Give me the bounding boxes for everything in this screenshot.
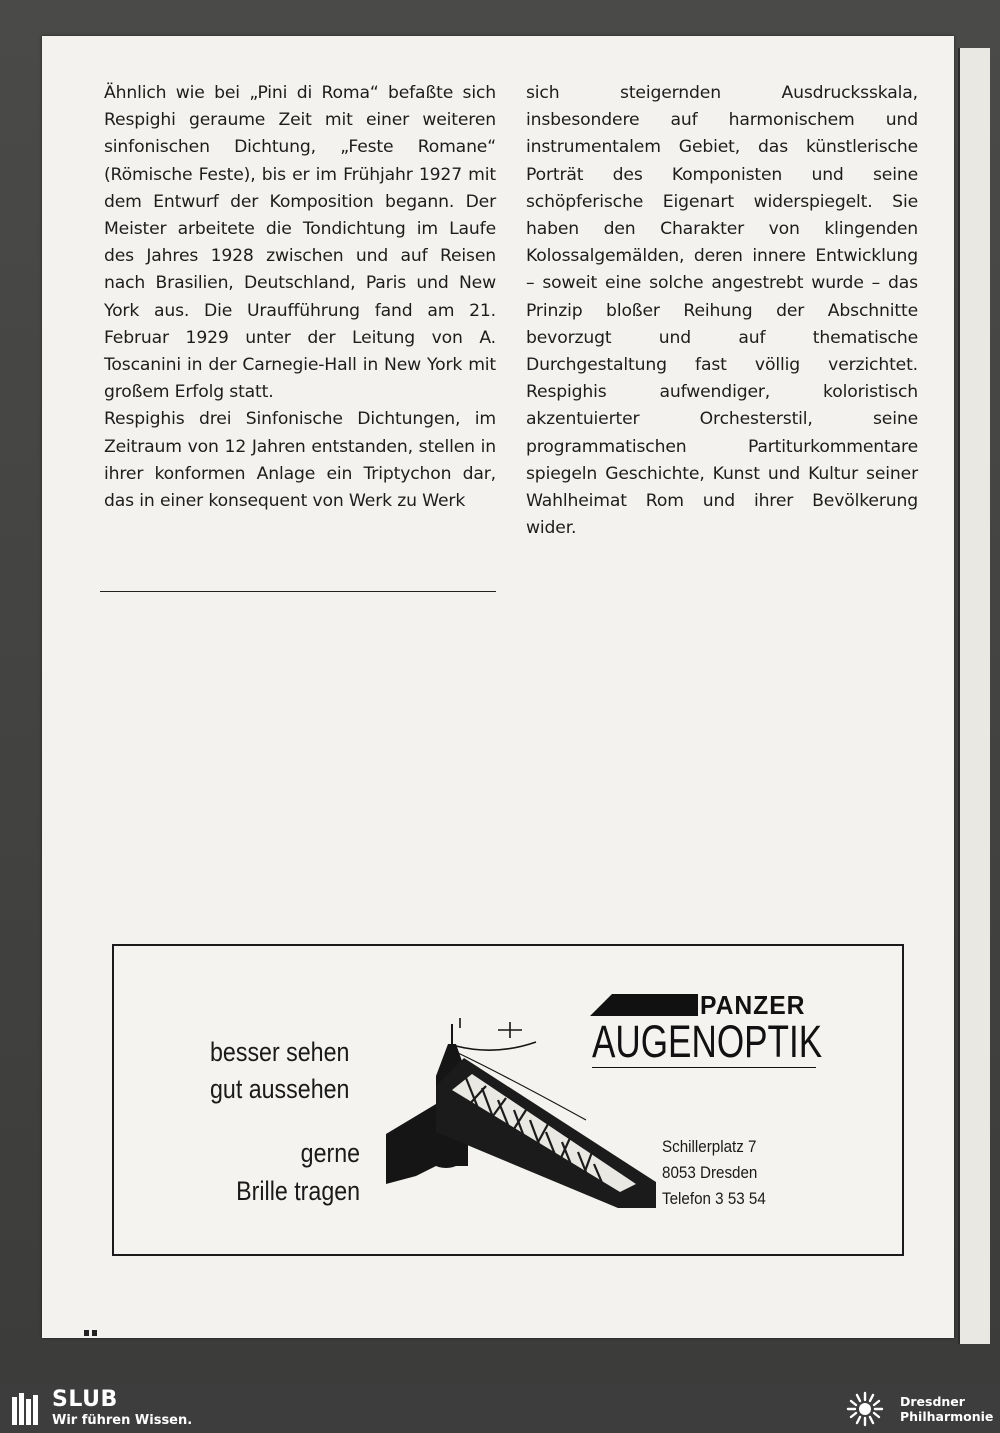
library-name: SLUB — [52, 1387, 118, 1412]
sunburst-logo-icon — [842, 1387, 888, 1431]
address-city: 8053 Dresden — [662, 1164, 758, 1182]
library-tagline: Wir führen Wissen. — [52, 1413, 193, 1428]
optician-advertisement — [112, 944, 904, 1256]
article-paragraph-3: sich steigernden Ausdrucksskala, insbesondere auf harmonischem und instrumentalem Gebiet, das künstlerische Porträt des Komponisten und seine schöpferische Eigenart widerspiegelt. Sie haben den Charakter von klingenden Kolossalgemälden, deren innere Entwicklung – soweit eine solche angestrebt wurde – das Prinzip bloßer Reihung der Abschnitte bevorzugt und auf thematische Durchgestaltung fast völlig verzichtet. Respighis aufwendiger, koloristisch akzentuierter Orchesterstil, seine programmatischen Partiturkommentare spiegeln Geschichte, Kunst und Kultur seiner Wahlheimat Rom und ihrer Bevölkerung wider. — [526, 83, 918, 539]
address-street: Schillerplatz 7 — [662, 1138, 757, 1156]
ad-slogan-line: Brille tragen — [236, 1176, 360, 1206]
logo-underline — [592, 1067, 816, 1068]
article-left-column — [104, 80, 496, 515]
address-phone: Telefon 3 53 54 — [662, 1190, 766, 1208]
page-number-mark — [82, 1322, 102, 1338]
viewer-footer — [0, 1385, 1000, 1433]
logo-brand-main: AUGENOPTIK — [592, 1016, 823, 1067]
orchestra-name — [900, 1394, 993, 1424]
ad-slogan-line: gerne — [300, 1138, 360, 1168]
ad-slogan-line: besser sehen — [210, 1037, 350, 1067]
section-divider — [100, 591, 496, 592]
slub-books-icon — [12, 1393, 38, 1425]
ad-slogan-line: gut aussehen — [210, 1074, 350, 1104]
orchestra-name-line1: Dresdner — [900, 1394, 965, 1409]
article-right-column — [526, 80, 918, 542]
article-paragraph-2: Respighis drei Sinfonische Dichtungen, im Zeitraum von 12 Jahren entstanden, stellen in ihrer konformen Anlage ein Triptychon dar, das in einer konsequent von Werk zu Werk — [104, 409, 496, 512]
logo-brand-top: PANZER — [700, 990, 806, 1020]
article-paragraph-1: Ähnlich wie bei „Pini di Roma“ befaßte sich Respighi geraume Zeit mit einer weiteren sinfonischen Dichtung, „Feste Romane“ (Römische Feste), bis er im Frühjahr 1927 mit dem Entwurf der Komposition begann. Der Meister arbeitete die Tondichtung im Laufe des Jahres 1928 zwischen und auf Reisen nach Brasilien, Deutschland, Paris und New York aus. Die Uraufführung fand am 21. Februar 1929 unter der Leitung von A. Toscanini in der Carnegie-Hall in New York mit großem Erfolg statt. — [104, 83, 496, 403]
ad-address — [662, 1134, 766, 1212]
next-page-edge — [958, 48, 990, 1344]
orchestra-name-line2: Philharmonie — [900, 1409, 994, 1424]
